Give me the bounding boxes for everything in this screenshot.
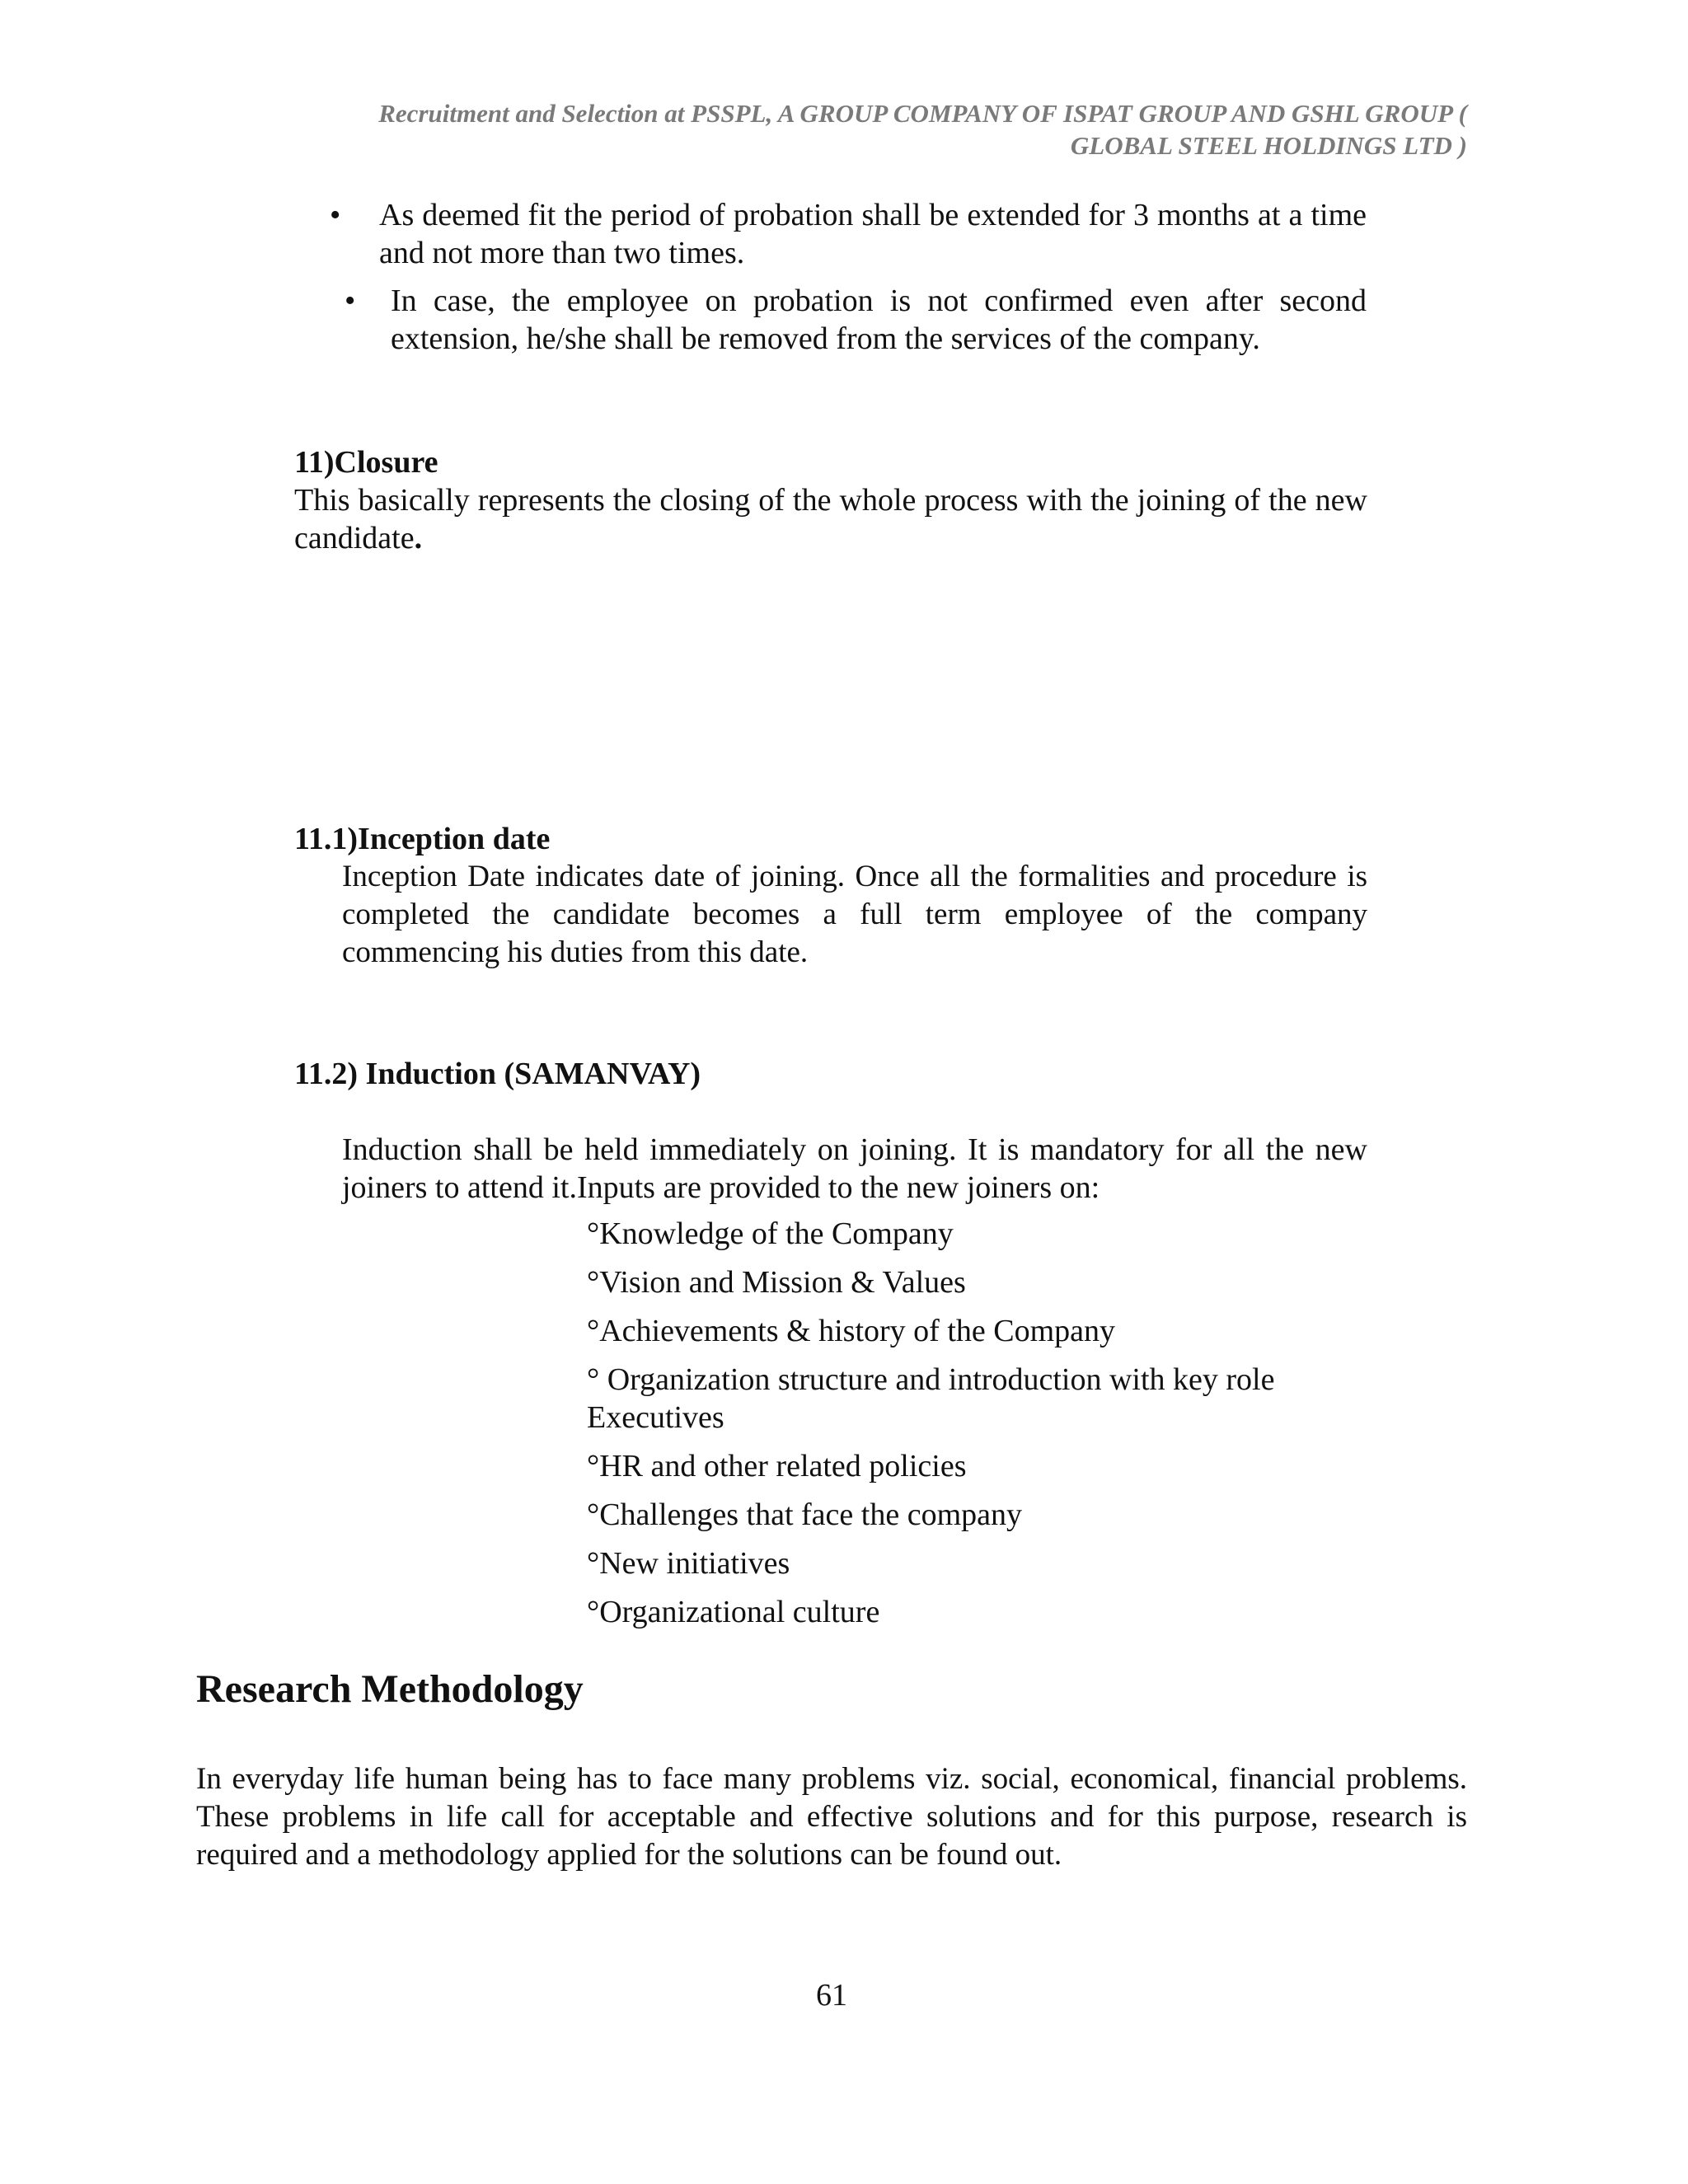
running-header-line-2: GLOBAL STEEL HOLDINGS LTD ) [1070, 131, 1467, 160]
inception-paragraph: Inception Date indicates date of joining. Once all the formalities and procedure is completed the candidate becomes a full term employee of the company commencing his duties from this date. [342, 860, 1367, 969]
bullet-marker: • [345, 284, 356, 318]
bullet-text-probation-removal: In case, the employee on probation is not confirmed even after second extension, he/she shall be removed from the services of the company. [391, 284, 1367, 356]
induction-item: °Vision and Mission & Values [587, 1265, 966, 1300]
closure-paragraph [294, 481, 1367, 557]
induction-item: °Challenges that face the company [587, 1497, 1022, 1532]
inception-heading: 11.1)Inception date [294, 822, 551, 856]
closure-heading: 11)Closure [294, 445, 438, 480]
induction-item: °Organizational culture [587, 1595, 880, 1629]
section-title-research-methodology: Research Methodology [196, 1667, 584, 1711]
closure-end-mark: . [414, 521, 423, 555]
induction-item: °HR and other related policies [587, 1449, 967, 1483]
page-number: 61 [816, 1978, 847, 2013]
research-paragraph: In everyday life human being has to face many problems viz. social, economical, financial problems. These problems in life call for acceptable and effective solutions and for this purpose, research is required and a methodology applied for the solutions can be found out. [196, 1762, 1467, 1872]
bullet-marker: • [330, 198, 341, 232]
induction-item: °New initiatives [587, 1546, 790, 1581]
running-header-line-1: Recruitment and Selection at PSSPL, A GROUP COMPANY OF ISPAT GROUP AND GSHL GROUP ( [378, 99, 1467, 128]
bullet-text-probation-extension: As deemed fit the period of probation shall be extended for 3 months at a time and not more than two times. [379, 198, 1367, 270]
running-header [247, 97, 1467, 162]
induction-paragraph: Induction shall be held immediately on joining. It is mandatory for all the new joiners to attend it.Inputs are provided to the new joiners on: [342, 1132, 1367, 1205]
induction-heading: 11.2) Induction (SAMANVAY) [294, 1057, 701, 1091]
induction-item: °Knowledge of the Company [587, 1216, 954, 1251]
induction-item: ° Organization structure and introduction with key role Executives [587, 1362, 1275, 1435]
induction-item: °Achievements & history of the Company [587, 1314, 1116, 1348]
closure-text: This basically represents the closing of the whole process with the joining of the new candidate [294, 483, 1367, 555]
